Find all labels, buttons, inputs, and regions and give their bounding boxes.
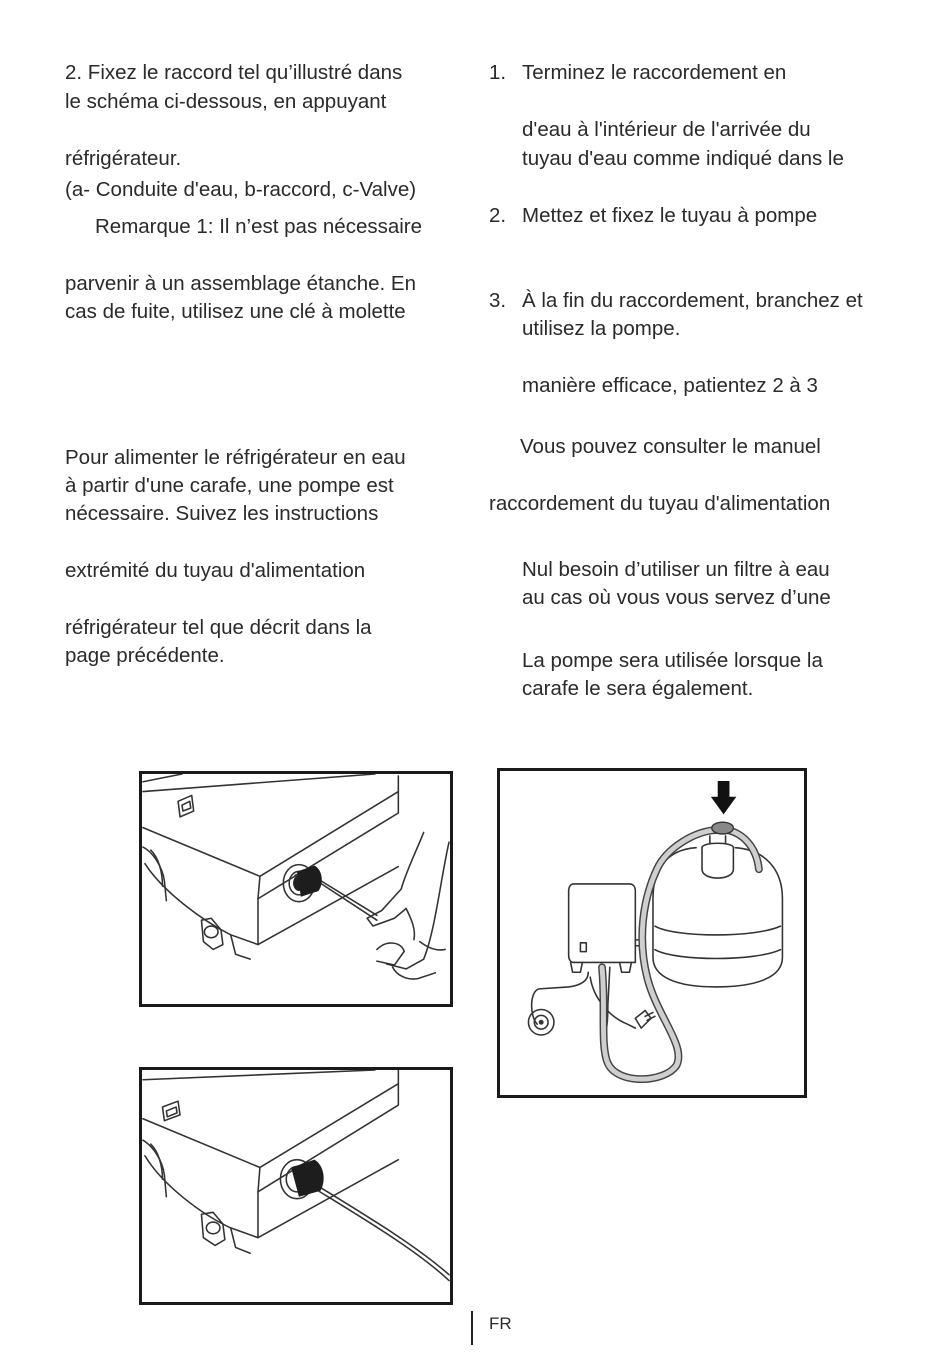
text-line: Pour alimenter le réfrigérateur en eau xyxy=(65,446,406,469)
text-line: réfrigérateur. xyxy=(65,147,182,170)
text-line: réfrigérateur tel que décrit dans la xyxy=(65,616,372,639)
text-line: utilisez la pompe. xyxy=(522,317,681,340)
list-number: 3. xyxy=(489,289,507,312)
text-line: raccordement du tuyau d'alimentation xyxy=(489,492,831,515)
list-number: 2. xyxy=(489,204,507,227)
text-line: le schéma ci-dessous, en appuyant xyxy=(65,90,387,113)
fridge-connection-illustration xyxy=(142,774,450,1004)
fridge-connected-illustration xyxy=(142,1070,450,1302)
text-line: Nul besoin d’utiliser un filtre à eau xyxy=(522,558,830,581)
text-line: manière efficace, patientez 2 à 3 xyxy=(522,374,818,397)
text-line: parvenir à un assemblage étanche. En xyxy=(65,272,417,295)
text-line: (a- Conduite d'eau, b-raccord, c-Valve) xyxy=(65,178,417,201)
text-line: 2. Fixez le raccord tel qu’illustré dans xyxy=(65,61,403,84)
list-number: 1. xyxy=(489,61,507,84)
text-line: Remarque 1: Il n’est pas nécessaire xyxy=(95,215,423,238)
footer-divider xyxy=(471,1311,473,1345)
footer-language: FR xyxy=(489,1314,512,1333)
text-line: Terminez le raccordement en xyxy=(522,61,787,84)
text-line: extrémité du tuyau d'alimentation xyxy=(65,559,366,582)
text-line: à partir d'une carafe, une pompe est xyxy=(65,474,394,497)
text-line: nécessaire. Suivez les instructions xyxy=(65,502,379,525)
text-line: À la fin du raccordement, branchez et xyxy=(522,289,863,312)
figure-pump-carafe xyxy=(497,768,807,1098)
text-line: cas de fuite, utilisez une clé à molette xyxy=(65,300,406,323)
text-line: La pompe sera utilisée lorsque la xyxy=(522,649,823,672)
text-line: carafe le sera également. xyxy=(522,677,754,700)
text-line: tuyau d'eau comme indiqué dans le xyxy=(522,147,844,170)
figure-tube-connected xyxy=(139,1067,453,1305)
text-line: d'eau à l'intérieur de l'arrivée du xyxy=(522,118,811,141)
text-line: Mettez et fixez le tuyau à pompe xyxy=(522,204,818,227)
text-line: page précédente. xyxy=(65,644,225,667)
figure-insert-tube xyxy=(139,771,453,1007)
pump-carafe-illustration xyxy=(500,771,804,1095)
text-line: au cas où vous vous servez d’une xyxy=(522,586,831,609)
text-line: Vous pouvez consulter le manuel xyxy=(520,435,821,458)
